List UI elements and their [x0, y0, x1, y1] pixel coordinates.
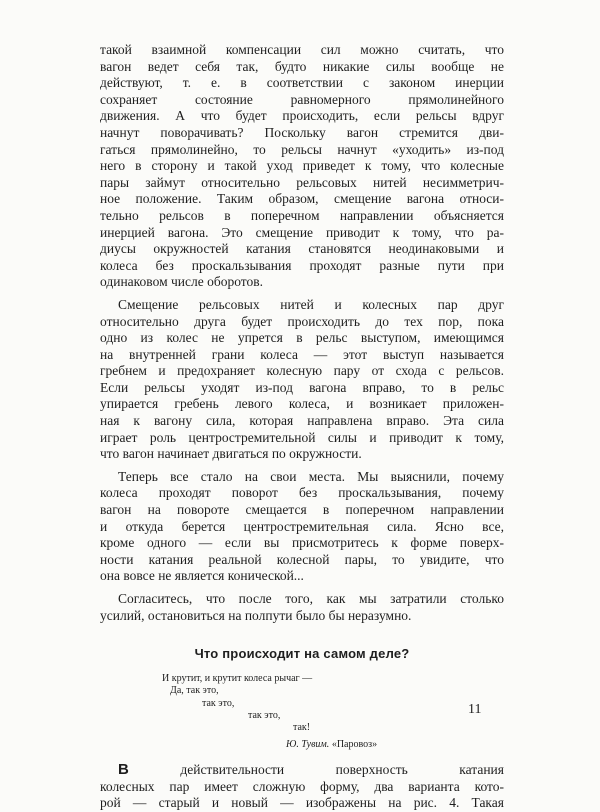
- page-body: [100, 42, 504, 812]
- text-line: что вагон начинает двигаться по окружности.: [100, 446, 362, 462]
- text-line: инерцией вагона. Это смещение приводит к тому, что ра-: [100, 224, 504, 240]
- first-line-text: действительности поверхность катания: [128, 762, 504, 778]
- text-line: колесных пар имеет сложную форму, два варианта кото-: [100, 778, 504, 794]
- text-line: сохраняет состояние равномерного прямолинейного: [100, 91, 504, 107]
- text-line: относительно друга будет происходить до тех пор, пока: [100, 313, 504, 329]
- section-heading: Что происходит на самом деле?: [194, 646, 410, 662]
- text-line: движения. А что будет происходить, если рельсы вдруг: [100, 108, 504, 124]
- page-number: 11: [468, 702, 482, 717]
- text-line: такой взаимной компенсации сил можно считать, что: [100, 42, 504, 57]
- text-line: гребнем и предохраняет колесную пару от схода с рельсов.: [100, 363, 504, 379]
- text-line: кроме одного — если вы присмотритесь к форме поверх-: [100, 535, 504, 551]
- drop-cap: В: [118, 761, 129, 779]
- epigraph-line: Да, так это,: [170, 685, 219, 697]
- text-line: вагон на повороте смещается в поперечном направлении: [100, 502, 504, 518]
- text-line: тельно рельсов в поперечном направлении объясняется: [100, 207, 504, 223]
- epigraph-line: И крутит, и крутит колеса рычаг —: [162, 673, 313, 685]
- text-line: начнут поворачивать? Поскольку вагон стремится дви-: [100, 124, 504, 140]
- paragraph-4: [100, 591, 504, 624]
- paragraph-3: [100, 469, 504, 585]
- text-line: диусы окружностей катания становятся неодинаковыми и: [100, 241, 504, 257]
- text-line: Смещение рельсовых нитей и колесных пар друг: [118, 296, 504, 312]
- epigraph-source: [286, 739, 504, 750]
- text-line: на внутренней грани колеса — этот выступ называется: [100, 346, 504, 362]
- final-paragraph: [100, 762, 504, 812]
- epigraph-work: «Паровоз»: [331, 739, 378, 751]
- text-line: гаться прямолинейно, то рельсы начнут «уходить» из-под: [100, 141, 504, 157]
- text-line: и откуда берется центростремительная сила. Ясно все,: [100, 518, 504, 534]
- text-line: колеса проходят поворот без проскальзывания, почему: [100, 485, 504, 501]
- text-line: него в сторону и такой уход приведет к тому, что колесные: [100, 158, 504, 174]
- text-line: действуют, т. е. в соответствии с законом инерции: [100, 75, 504, 91]
- epigraph: [100, 673, 504, 750]
- epigraph-line: так это,: [248, 709, 281, 721]
- text-line: [100, 762, 504, 779]
- text-line: Согласитесь, что после того, как мы затратили столько: [118, 591, 504, 606]
- text-line: одинаковом числе оборотов.: [100, 274, 264, 290]
- epigraph-line: так это,: [202, 697, 235, 709]
- text-line: Если рельсы уходят из-под вагона вправо, то в рельс: [100, 379, 504, 395]
- text-line: ная к вагону сила, которая направлена вправо. Эта сила: [100, 413, 504, 429]
- text-line: упирается гребень левого колеса, и возникает приложен-: [100, 396, 504, 412]
- text-line: играет роль центростремительной силы и приводит к тому,: [100, 429, 504, 445]
- epigraph-line: так!: [293, 722, 311, 733]
- text-line: пары займут относительно рельсовых нитей несимметрич-: [100, 174, 504, 190]
- text-line: одно из колес не упрется в рельс выступом, имеющимся: [100, 330, 504, 346]
- text-line: Теперь все стало на свои места. Мы выяснили, почему: [118, 468, 504, 484]
- epigraph-author: Ю. Тувим.: [286, 739, 330, 751]
- text-line: ности катания реальной колесной пары, то увидите, что: [100, 551, 504, 567]
- paragraph-2: [100, 297, 504, 463]
- text-line: вагон ведет себя так, будто никакие силы вообще не: [100, 58, 504, 74]
- text-line: ное положение. Таким образом, смещение вагона относи-: [100, 191, 504, 207]
- paragraph-1: [100, 42, 504, 291]
- text-line: она вовсе не является конической...: [100, 568, 304, 584]
- text-line: рой — старый и новый — изображены на рис. 4. Такая: [100, 795, 504, 811]
- text-line: усилий, остановиться на полпути было бы неразумно.: [100, 607, 412, 623]
- text-line: колеса без проскальзывания проходят разные пути при: [100, 257, 504, 273]
